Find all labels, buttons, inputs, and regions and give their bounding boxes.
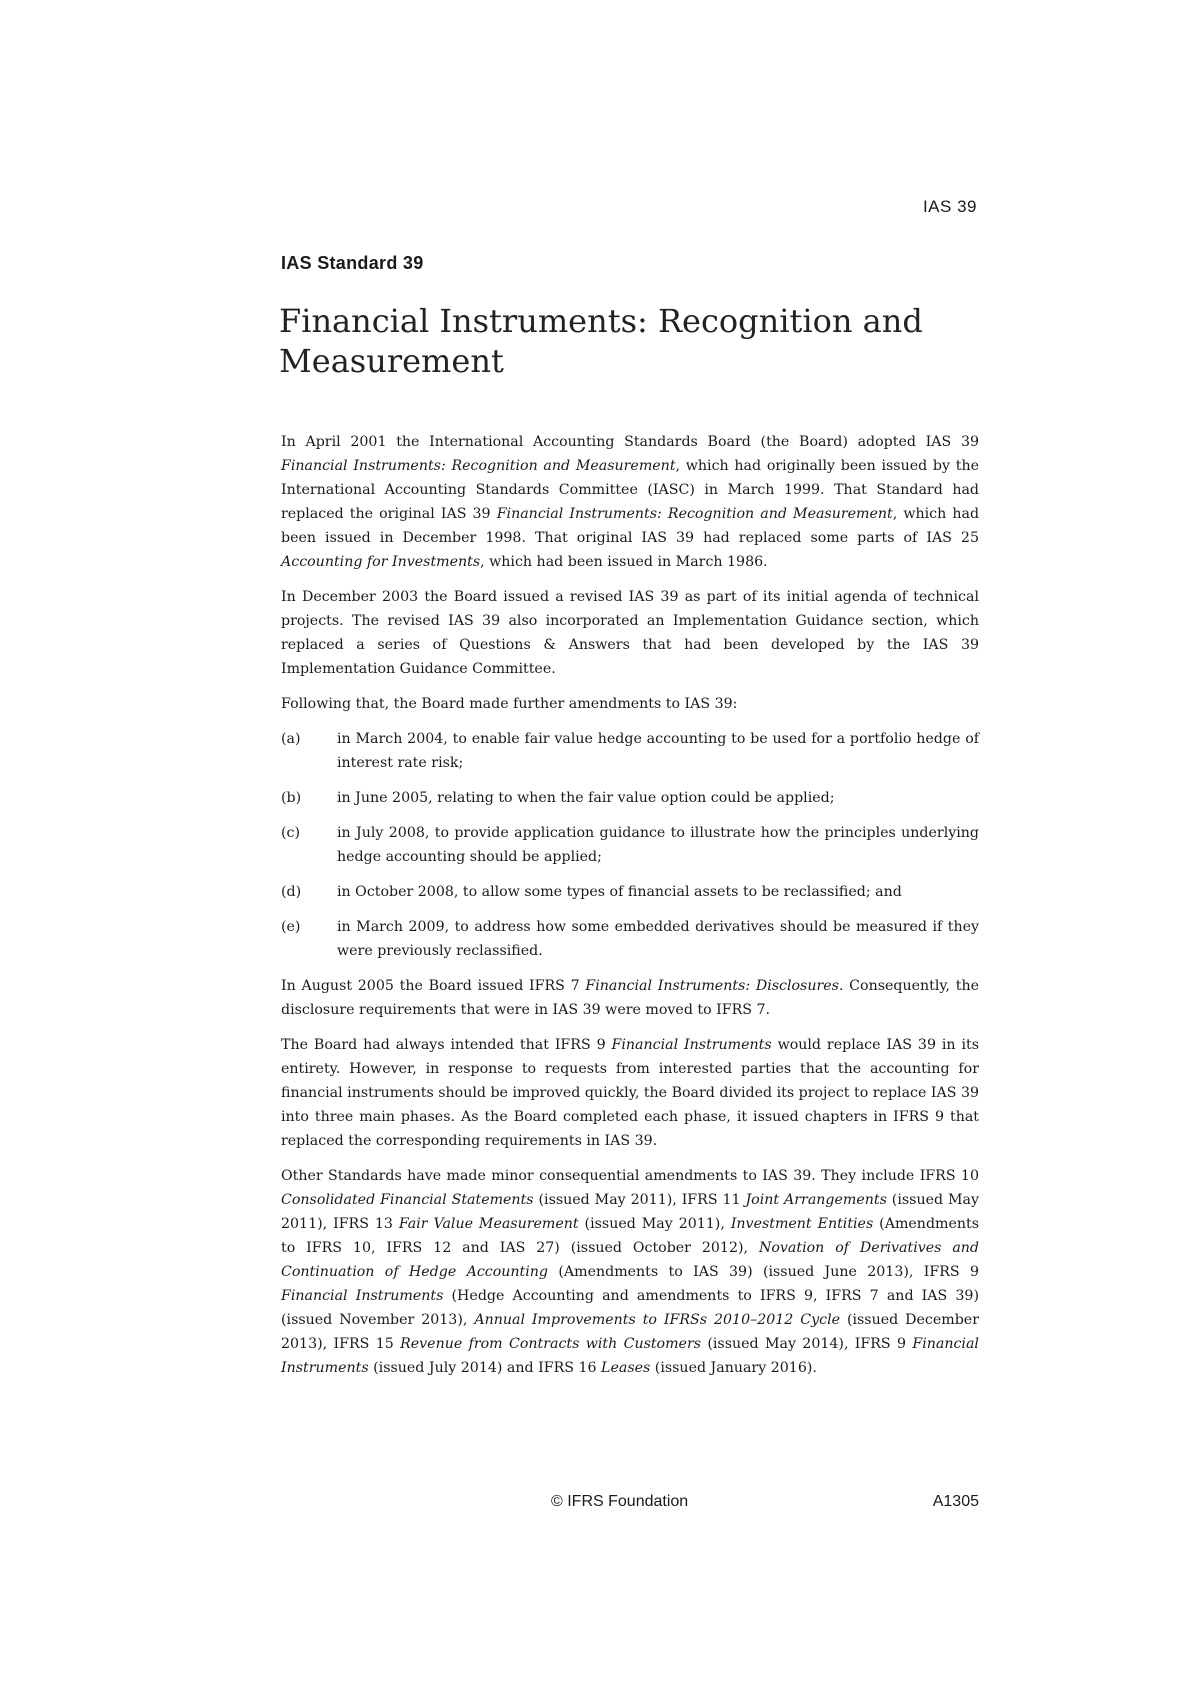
list-item-text: in March 2009, to address how some embedded derivatives should be measured if they were previously reclassified.	[337, 919, 979, 959]
list-item-letter: (d)	[281, 884, 302, 900]
italic-title: Financial Instruments: Disclosures	[585, 978, 839, 994]
italic-title: Consolidated Financial Statements	[281, 1192, 534, 1208]
list-item	[281, 821, 979, 869]
intro-paragraph-2: In December 2003 the Board issued a revised IAS 39 as part of its initial agenda of technical projects. The revised IAS 39 also incorporated an Implementation Guidance section, which replaced a series of Questions & Answers that had been developed by the IAS 39 Implementation Guidance Committee.	[281, 589, 979, 677]
list-item-letter: (e)	[281, 919, 301, 935]
italic-title: Joint Arrangements	[745, 1192, 887, 1208]
italic-title: Revenue from Contracts with Customers	[400, 1336, 702, 1352]
footer-copyright: © IFRS Foundation	[551, 1493, 689, 1510]
standard-number-heading: IAS Standard 39	[281, 253, 424, 273]
list-item-letter: (b)	[281, 790, 302, 806]
list-item-text: in March 2004, to enable fair value hedge accounting to be used for a portfolio hedge of interest rate risk;	[337, 731, 979, 771]
italic-title: Financial Instruments	[611, 1037, 772, 1053]
list-item	[281, 915, 979, 963]
italic-title: Financial Instruments	[281, 1288, 444, 1304]
body-paragraph-ifrs9: The Board had always intended that IFRS 9 Financial Instruments would replace IAS 39 in its entirety. However, in response to requests from interested parties that the accounting for financial instruments should be improved quickly, the Board divided its project to replace IAS 39 into three main phases. As the Board completed each phase, it issued chapters in IFRS 9 that replaced the corresponding requirements in IAS 39.	[281, 1037, 980, 1149]
italic-title: Annual Improvements to IFRSs 2010–2012 Cycle	[474, 1312, 840, 1328]
amendments-list	[281, 727, 979, 963]
list-item-letter: (c)	[281, 825, 301, 841]
italic-title: Accounting for Investments	[281, 554, 481, 570]
running-header: IAS 39	[922, 197, 977, 216]
intro-paragraph-3: Following that, the Board made further amendments to IAS 39:	[281, 696, 738, 712]
footer-page-number: A1305	[932, 1493, 979, 1510]
italic-title: Fair Value Measurement	[398, 1216, 579, 1232]
list-item	[281, 880, 979, 904]
list-item-letter: (a)	[281, 731, 301, 747]
italic-title: Investment Entities	[730, 1216, 874, 1232]
body-paragraph-consequential-amendments: Other Standards have made minor consequential amendments to IAS 39. They include IFRS 10 Consolidated Financial Statements (issued May 2011), IFRS 11 Joint Arrangements (issued May 2011), IFRS 13 Fair Value Measurement (issued May 2011), Investment Entities (Amendments to IFRS 10, IFRS 12 and IAS 27) (issued October 2012), Novation of Derivatives and Continuation of Hedge Accounting (Amendments to IAS 39) (issued June 2013), IFRS 9 Financial Instruments (Hedge Accounting and amendments to IFRS 9, IFRS 7 and IAS 39) (issued November 2013), Annual Improvements to IFRSs 2010–2012 Cycle (issued December 2013), IFRS 15 Revenue from Contracts with Customers (issued May 2014), IFRS 9 Financial Instruments (issued July 2014) and IFRS 16 Leases (issued January 2016).	[281, 1168, 980, 1376]
italic-title: Financial Instruments	[281, 1336, 979, 1376]
list-item-text: in October 2008, to allow some types of financial assets to be reclassified; and	[337, 884, 902, 900]
introduction-body	[281, 430, 979, 1391]
italic-title: Financial Instruments: Recognition and Measurement	[496, 506, 893, 522]
italic-title: Novation of Derivatives and Continuation of Hedge Accounting	[281, 1240, 980, 1280]
list-item	[281, 786, 979, 810]
intro-paragraph-1: In April 2001 the International Accounting Standards Board (the Board) adopted IAS 39 Financial Instruments: Recognition and Measurement, which had originally been issued by the International Accounting Standards Committee (IASC) in March 1999. That Standard had replaced the original IAS 39 Financial Instruments: Recognition and Measurement, which had been issued in December 1998. That original IAS 39 had replaced some parts of IAS 25 Accounting for Investments, which had been issued in March 1986.	[281, 434, 980, 570]
list-item-text: in July 2008, to provide application guidance to illustrate how the principles underlying hedge accounting should be applied;	[337, 825, 979, 865]
list-item-text: in June 2005, relating to when the fair value option could be applied;	[337, 790, 835, 806]
body-paragraph-ifrs7: In August 2005 the Board issued IFRS 7 Financial Instruments: Disclosures. Consequently, the disclosure requirements that were in IAS 39 were moved to IFRS 7.	[281, 978, 979, 1018]
list-item	[281, 727, 979, 775]
standard-title: Financial Instruments: Recognition and Measurement	[279, 302, 923, 380]
italic-title: Financial Instruments: Recognition and Measurement	[281, 458, 676, 474]
italic-title: Leases	[601, 1360, 651, 1376]
